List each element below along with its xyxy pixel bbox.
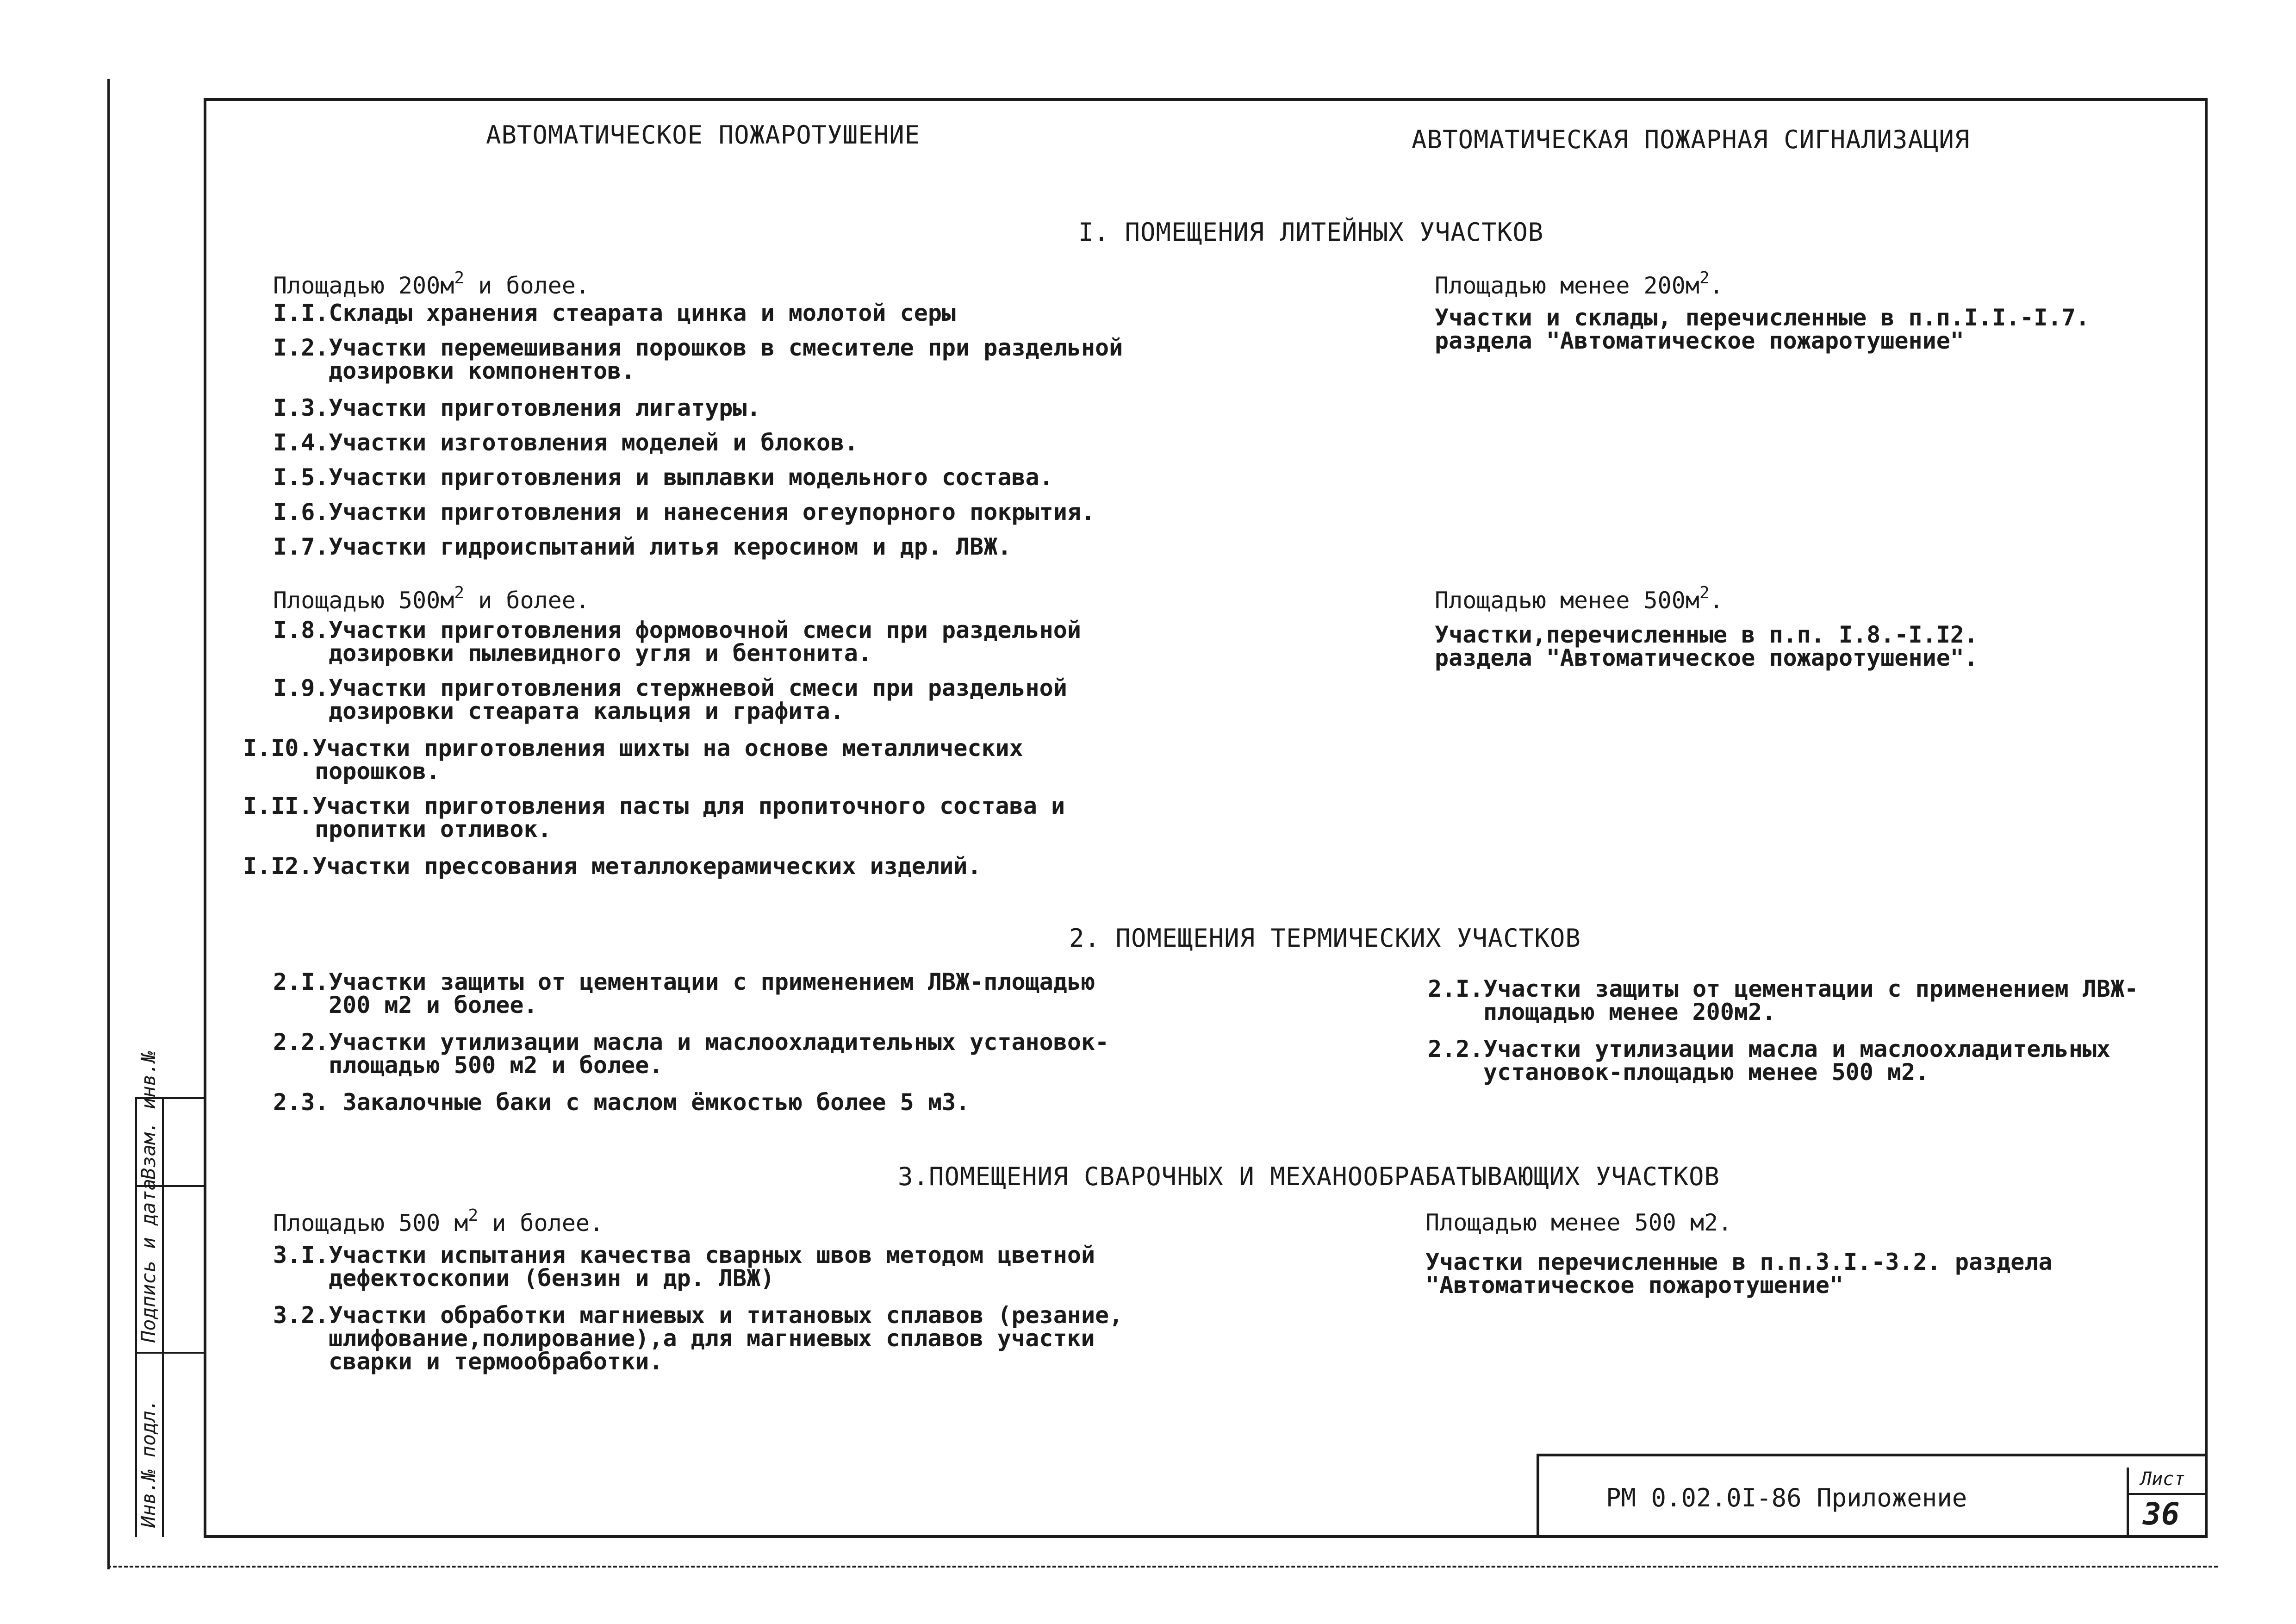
stamp-div-2 [135, 1352, 205, 1354]
list-item: I.7.Участки гидроиспытаний литья керосином и др. ЛВЖ. [273, 533, 1012, 560]
list-item-cont: установок-площадью менее 500 м2. [1483, 1059, 1929, 1086]
title-block-left [1537, 1454, 1539, 1537]
list-item: I.8.Участки приготовления формовочной смеси при раздельной [273, 617, 1081, 643]
section1-title: I. ПОМЕЩЕНИЯ ЛИТЕЙНЫХ УЧАСТКОВ [1078, 218, 1544, 247]
frame-left [204, 98, 206, 1538]
list-item: 2.3. Закалочные баки с маслом ёмкостью более 5 м3. [273, 1089, 970, 1116]
list-item-cont: дефектоскопии (бензин и др. ЛВЖ) [329, 1265, 775, 1292]
list-item: 2.I.Участки защиты от цементации с применением ЛВЖ-площадью [273, 968, 1095, 995]
list-item: I.I2.Участки прессования металлокерамических изделий. [243, 853, 982, 880]
list-item-cont: порошков. [315, 758, 440, 785]
list-item: I.I0.Участки приготовления шихты на основе металлических [243, 735, 1023, 762]
list-item: I.6.Участки приготовления и нанесения огеупорного покрытия. [273, 499, 1095, 525]
sheet-number: 36 [2143, 1496, 2180, 1532]
stamp-inv-orig: Инв.№ подл. [137, 1399, 160, 1528]
list-item-cont: площадью менее 200м2. [1483, 999, 1776, 1025]
stamp-signature-date: Подпись и дата [137, 1178, 160, 1343]
sheet-box-div [2127, 1493, 2208, 1495]
list-item-cont: площадью 500 м2 и более. [329, 1052, 663, 1079]
s1-left-heading-2: Площадью $500м^2$ и более. [273, 583, 590, 614]
list-item: I.3.Участки приготовления лигатуры. [273, 394, 761, 421]
stamp-inv-replace: Взам. инв.№ [137, 1050, 160, 1180]
s3-left-heading: Площадью 500 $м^2$ и более. [273, 1206, 604, 1237]
s1-right-text-2a: Участки,перечисленные в п.п. I.8.-I.I2. [1435, 621, 1978, 648]
cut-line [107, 1566, 2218, 1568]
list-item: I.I.Склады хранения стеарата цинка и молотой серы [273, 300, 956, 326]
frame-right [2205, 98, 2208, 1538]
list-item-cont: шлифование,полирование),а для магниевых сплавов участки [329, 1325, 1095, 1352]
section3-title: 3.ПОМЕЩЕНИЯ СВАРОЧНЫХ И МЕХАНООБРАБАТЫВАЮЩИХ УЧАСТКОВ [898, 1162, 1720, 1191]
list-item-cont: дозировки пылевидного угля и бентонита. [329, 640, 872, 667]
list-item-cont: дозировки компонентов. [329, 357, 635, 384]
frame-top [204, 98, 2208, 101]
list-item-cont: пропитки отливок. [315, 816, 552, 843]
sheet-box-left [2127, 1468, 2129, 1537]
s1-left-heading-1: Площадью $200м^2$ и более. [273, 269, 590, 299]
list-item-cont: дозировки стеарата кальция и графита. [329, 698, 844, 725]
list-item: I.4.Участки изготовления моделей и блоков. [273, 429, 859, 456]
list-item: I.9.Участки приготовления стержневой смеси при раздельной [273, 675, 1067, 701]
list-item: 2.2.Участки утилизации масла и маслоохладительных установок- [273, 1029, 1109, 1056]
s1-right-text-1a: Участки и склады, перечисленные в п.п.I.I.-I.7. [1435, 304, 2090, 331]
s1-right-text-2b: раздела "Автоматическое пожаротушение". [1435, 644, 1978, 671]
header-right-title: АВТОМАТИЧЕСКАЯ ПОЖАРНАЯ СИГНАЛИЗАЦИЯ [1412, 125, 1970, 154]
list-item-cont: сварки и термообработки. [329, 1348, 663, 1375]
list-item: I.5.Участки приготовления и выплавки модельного состава. [273, 464, 1053, 491]
frame-bottom [204, 1535, 2208, 1538]
s3-right-heading: Площадью менее 500 м2. [1425, 1209, 1732, 1236]
list-item: 3.2.Участки обработки магниевых и титановых сплавов (резание, [273, 1302, 1123, 1329]
s1-right-heading-1: Площадью менее $200м^2$. [1435, 269, 1724, 299]
outer-left-rule [107, 79, 110, 1569]
doc-code: РМ 0.02.0I-86 Приложение [1606, 1483, 1967, 1512]
title-block-top [1537, 1454, 2208, 1456]
s3-right-text-b: "Автоматическое пожаротушение" [1425, 1272, 1844, 1299]
list-item: I.II.Участки приготовления пасты для пропиточного состава и [243, 793, 1065, 819]
stamp-col-right [162, 1097, 164, 1537]
s3-right-text-a: Участки перечисленные в п.п.3.I.-3.2. раздела [1425, 1249, 2053, 1275]
list-item: I.2.Участки перемешивания порошков в смесителе при раздельной [273, 334, 1123, 361]
s1-right-heading-2: Площадью менее $500м^2$. [1435, 583, 1724, 614]
list-item: 3.I.Участки испытания качества сварных швов методом цветной [273, 1242, 1095, 1268]
list-item: 2.I.Участки защиты от цементации с применением ЛВЖ- [1428, 975, 2139, 1002]
list-item: 2.2.Участки утилизации масла и маслоохладительных [1428, 1036, 2111, 1062]
section2-title: 2. ПОМЕЩЕНИЯ ТЕРМИЧЕСКИХ УЧАСТКОВ [1069, 924, 1581, 953]
header-left-title: АВТОМАТИЧЕСКОЕ ПОЖАРОТУШЕНИЕ [486, 120, 921, 150]
list-item-cont: 200 м2 и более. [329, 992, 538, 1018]
sheet-label: Лист [2140, 1468, 2185, 1490]
s1-right-text-1b: раздела "Автоматическое пожаротушение" [1435, 327, 1964, 354]
